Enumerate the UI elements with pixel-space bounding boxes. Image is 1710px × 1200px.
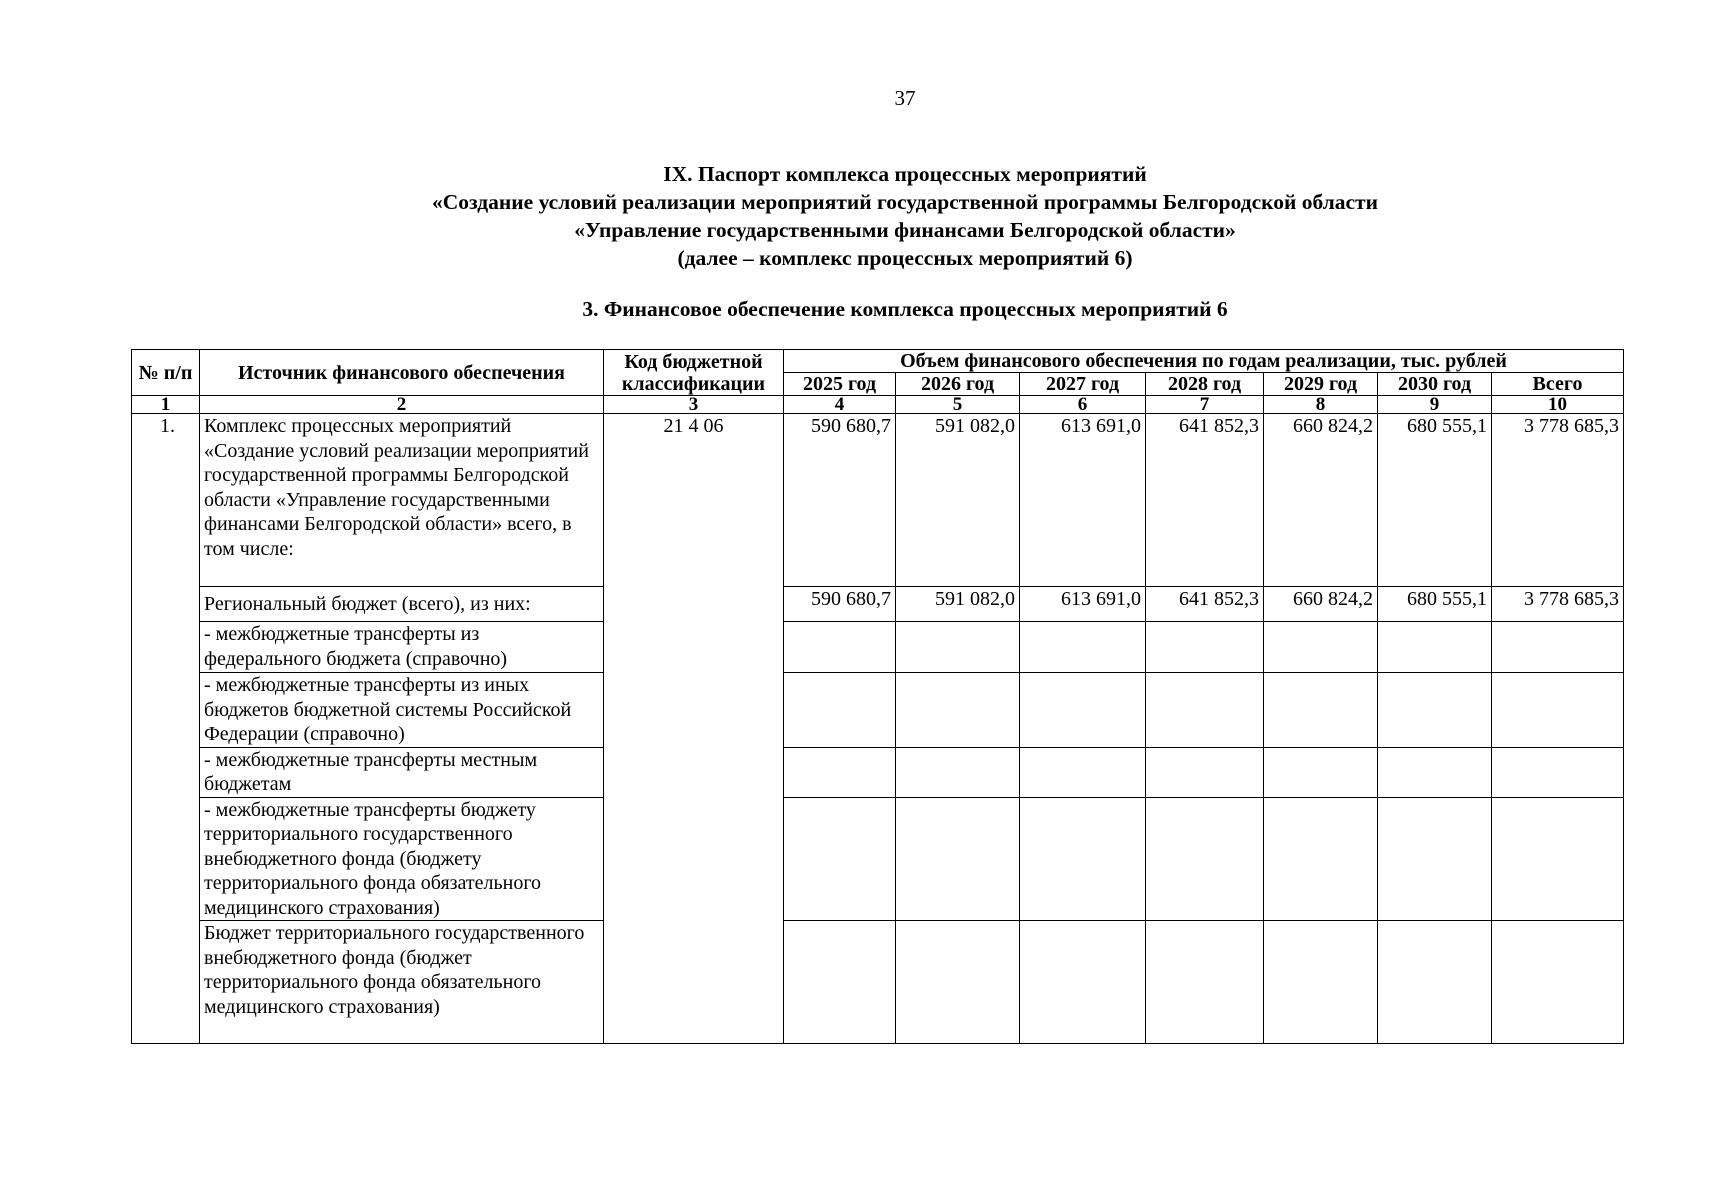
column-number: 4 bbox=[784, 396, 896, 414]
table-row-fund-budget bbox=[132, 921, 1624, 1044]
value-2028: 641 852,3 bbox=[1146, 414, 1264, 587]
column-number: 10 bbox=[1492, 396, 1624, 414]
value-2027: 613 691,0 bbox=[1020, 587, 1146, 622]
value-2027 bbox=[1020, 673, 1146, 748]
value-2029: 660 824,2 bbox=[1264, 414, 1378, 587]
column-number: 7 bbox=[1146, 396, 1264, 414]
value-2029: 660 824,2 bbox=[1264, 587, 1378, 622]
row-source: - межбюджетные трансферты из федерального бюджета (справочно) bbox=[200, 622, 604, 673]
value-total: 3 778 685,3 bbox=[1492, 414, 1624, 587]
column-number: 2 bbox=[200, 396, 604, 414]
row-source: Бюджет территориального государственного внебюджетного фонда (бюджет территориального фонда обязательного медицинского страхования) bbox=[200, 921, 604, 1044]
row-number: 1. bbox=[132, 414, 200, 1044]
value-2030 bbox=[1378, 797, 1492, 921]
header-year-2027: 2027 год bbox=[1020, 373, 1146, 396]
value-2026 bbox=[896, 673, 1020, 748]
value-2026 bbox=[896, 797, 1020, 921]
column-number: 9 bbox=[1378, 396, 1492, 414]
table-row-local-transfers bbox=[132, 747, 1624, 797]
header-total: Всего bbox=[1492, 373, 1624, 396]
row-source: Комплекс процессных мероприятий «Создание условий реализации мероприятий государственной программы Белгородской области «Управление государственными финансами Белгородской области» всего, в том числе: bbox=[200, 414, 604, 587]
value-2026: 591 082,0 bbox=[896, 414, 1020, 587]
table-row-fund-transfers bbox=[132, 797, 1624, 921]
value-2029 bbox=[1264, 673, 1378, 748]
value-2029 bbox=[1264, 797, 1378, 921]
column-number: 3 bbox=[604, 396, 784, 414]
value-2030 bbox=[1378, 673, 1492, 748]
heading-line-3: «Управление государственными финансами Белгородской области» bbox=[574, 218, 1236, 242]
value-2027 bbox=[1020, 622, 1146, 673]
value-2030: 680 555,1 bbox=[1378, 414, 1492, 587]
heading-line-2: «Создание условий реализации мероприятий государственной программы Белгородской области bbox=[431, 190, 1379, 214]
value-2030 bbox=[1378, 921, 1492, 1044]
value-2028 bbox=[1146, 747, 1264, 797]
header-year-2025: 2025 год bbox=[784, 373, 896, 396]
value-2026: 591 082,0 bbox=[896, 587, 1020, 622]
row-source: - межбюджетные трансферты из иных бюджетов бюджетной системы Российской Федерации (справочно) bbox=[200, 673, 604, 748]
value-2027: 613 691,0 bbox=[1020, 414, 1146, 587]
value-2027 bbox=[1020, 797, 1146, 921]
value-total bbox=[1492, 921, 1624, 1044]
page-number: 37 bbox=[894, 86, 916, 110]
value-2030: 680 555,1 bbox=[1378, 587, 1492, 622]
header-year-2028: 2028 год bbox=[1146, 373, 1264, 396]
row-source: - межбюджетные трансферты местным бюджетам bbox=[200, 747, 604, 797]
header-code: Код бюджетной классификации bbox=[604, 350, 784, 396]
value-2025 bbox=[784, 673, 896, 748]
value-total bbox=[1492, 622, 1624, 673]
value-2026 bbox=[896, 747, 1020, 797]
header-year-2026: 2026 год bbox=[896, 373, 1020, 396]
value-2029 bbox=[1264, 747, 1378, 797]
column-number: 5 bbox=[896, 396, 1020, 414]
header-row-1 bbox=[132, 350, 1624, 373]
value-2030 bbox=[1378, 747, 1492, 797]
column-number: 1 bbox=[132, 396, 200, 414]
table-row-complex-total bbox=[132, 414, 1624, 587]
value-2025: 590 680,7 bbox=[784, 587, 896, 622]
value-2030 bbox=[1378, 622, 1492, 673]
financing-table bbox=[131, 349, 1624, 1044]
heading-line-1: IX. Паспорт комплекса процессных мероприятий bbox=[663, 162, 1147, 186]
value-2025 bbox=[784, 921, 896, 1044]
value-2028 bbox=[1146, 921, 1264, 1044]
value-2025 bbox=[784, 747, 896, 797]
value-2028: 641 852,3 bbox=[1146, 587, 1264, 622]
table-row-regional-budget bbox=[132, 587, 1624, 622]
heading-line-4: (далее – комплекс процессных мероприятий 6) bbox=[677, 246, 1133, 270]
value-2025: 590 680,7 bbox=[784, 414, 896, 587]
value-2028 bbox=[1146, 797, 1264, 921]
value-2026 bbox=[896, 622, 1020, 673]
table-row-other-budgets-transfers bbox=[132, 673, 1624, 748]
budget-code: 21 4 06 bbox=[604, 414, 784, 1044]
value-total: 3 778 685,3 bbox=[1492, 587, 1624, 622]
column-number: 6 bbox=[1020, 396, 1146, 414]
column-number: 8 bbox=[1264, 396, 1378, 414]
section-title: 3. Финансовое обеспечение комплекса процессных мероприятий 6 bbox=[582, 297, 1228, 321]
value-total bbox=[1492, 747, 1624, 797]
row-source: Региональный бюджет (всего), из них: bbox=[200, 587, 604, 622]
value-total bbox=[1492, 797, 1624, 921]
header-column-numbers bbox=[132, 396, 1624, 414]
table-row-federal-transfers bbox=[132, 622, 1624, 673]
passport-heading bbox=[0, 160, 1710, 272]
value-2029 bbox=[1264, 622, 1378, 673]
value-2025 bbox=[784, 622, 896, 673]
value-2028 bbox=[1146, 622, 1264, 673]
value-2026 bbox=[896, 921, 1020, 1044]
value-total bbox=[1492, 673, 1624, 748]
value-2029 bbox=[1264, 921, 1378, 1044]
value-2028 bbox=[1146, 673, 1264, 748]
header-source: Источник финансового обеспечения bbox=[200, 350, 604, 396]
header-year-2030: 2030 год bbox=[1378, 373, 1492, 396]
header-num: № п/п bbox=[132, 350, 200, 396]
value-2027 bbox=[1020, 747, 1146, 797]
row-source: - межбюджетные трансферты бюджету территориального государственного внебюджетного фонда (бюджету территориального фонда обязательного медицинского страхования) bbox=[200, 797, 604, 921]
header-year-2029: 2029 год bbox=[1264, 373, 1378, 396]
header-volume: Объем финансового обеспечения по годам реализации, тыс. рублей bbox=[784, 350, 1624, 373]
value-2027 bbox=[1020, 921, 1146, 1044]
value-2025 bbox=[784, 797, 896, 921]
